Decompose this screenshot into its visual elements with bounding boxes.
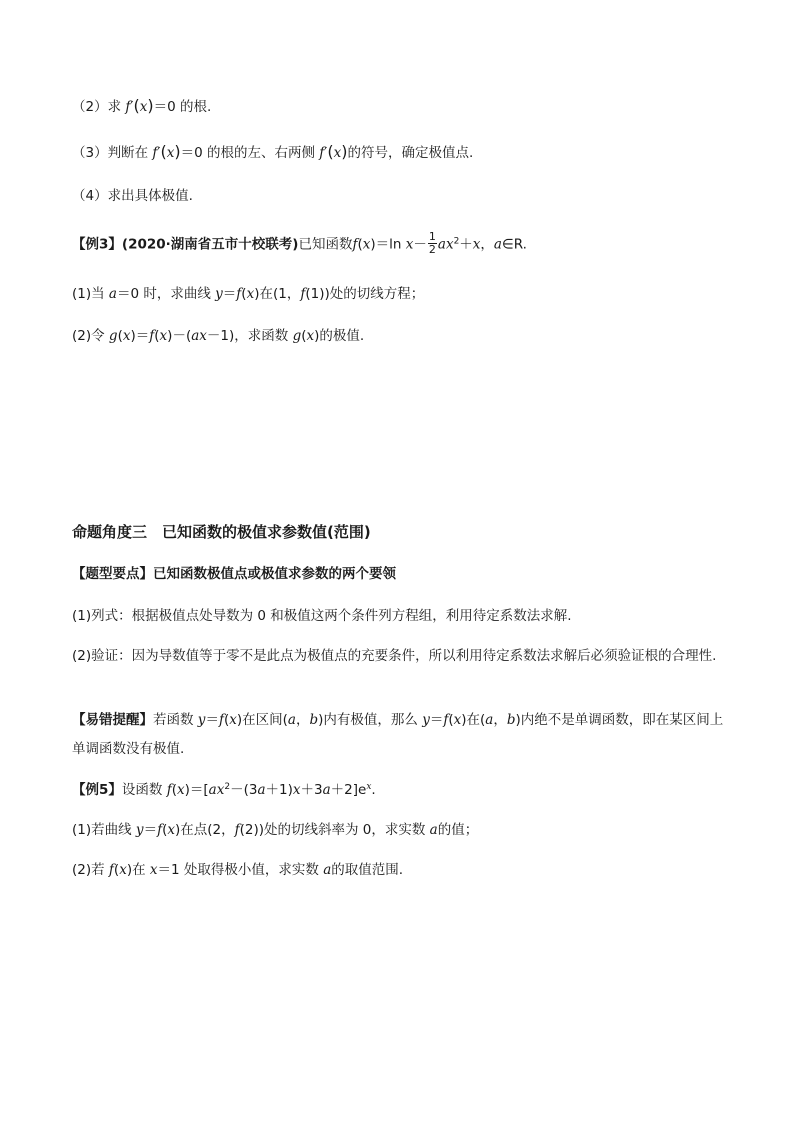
example-5-statement: 【例5】设函数 $f(x)=[ax^2-(3a+1)x+3a+2]e^x$. bbox=[72, 782, 376, 798]
example-3-statement: 【例3】(2020·湖南省五市十校联考)已知函数f(x)＝ln x－ $\frac{1}{2}$ $ax^2+x$，a∈R. bbox=[72, 230, 527, 256]
example-label: 【例5】 bbox=[72, 782, 122, 798]
key-points: 【题型要点】已知函数极值点或极值求参数的两个要领 bbox=[72, 566, 396, 582]
step-3: （3）判断在 f′(x)＝0 的根的左、右两侧 f′(x)的符号，确定极值点. bbox=[72, 142, 474, 161]
example-label: 【例3】 bbox=[72, 236, 122, 253]
step-4: （4）求出具体极值. bbox=[72, 188, 193, 204]
section-heading: 命题角度三 已知函数的极值求参数值(范围) bbox=[72, 523, 371, 541]
example-5-question-1: (1)若曲线 y＝f(x)在点(2，f(2))处的切线斜率为 0，求实数 a的值； bbox=[72, 822, 479, 838]
example-3-question-2: (2)令 g(x)＝f(x)－(ax－1)，求函数 g(x)的极值. bbox=[72, 328, 365, 344]
example-3-question-1: (1)当 a＝0 时，求曲线 y＝f(x)在(1，f(1))处的切线方程； bbox=[72, 286, 425, 302]
example-5-question-2: (2)若 f(x)在 x＝1 处取得极小值，求实数 a的取值范围. bbox=[72, 862, 404, 878]
example-source: (2020·湖南省五市十校联考) bbox=[121, 236, 299, 253]
point-1: (1)列式：根据极值点处导数为 0 和极值这两个条件列方程组，利用待定系数法求解. bbox=[72, 608, 572, 624]
fraction-one-half: $\frac{1}{2}$ bbox=[428, 230, 436, 256]
step-2: （2）求 f′(x)＝0 的根. bbox=[72, 96, 212, 115]
point-2: (2)验证：因为导数值等于零不是此点为极值点的充要条件，所以利用待定系数法求解后必须验证根的合理性. bbox=[72, 648, 717, 664]
warning-note: 【易错提醒】若函数 y＝f(x)在区间(a，b)内有极值，那么 y＝f(x)在(a，b)内绝不是单调函数，即在某区间上单调函数没有极值. bbox=[72, 712, 724, 757]
